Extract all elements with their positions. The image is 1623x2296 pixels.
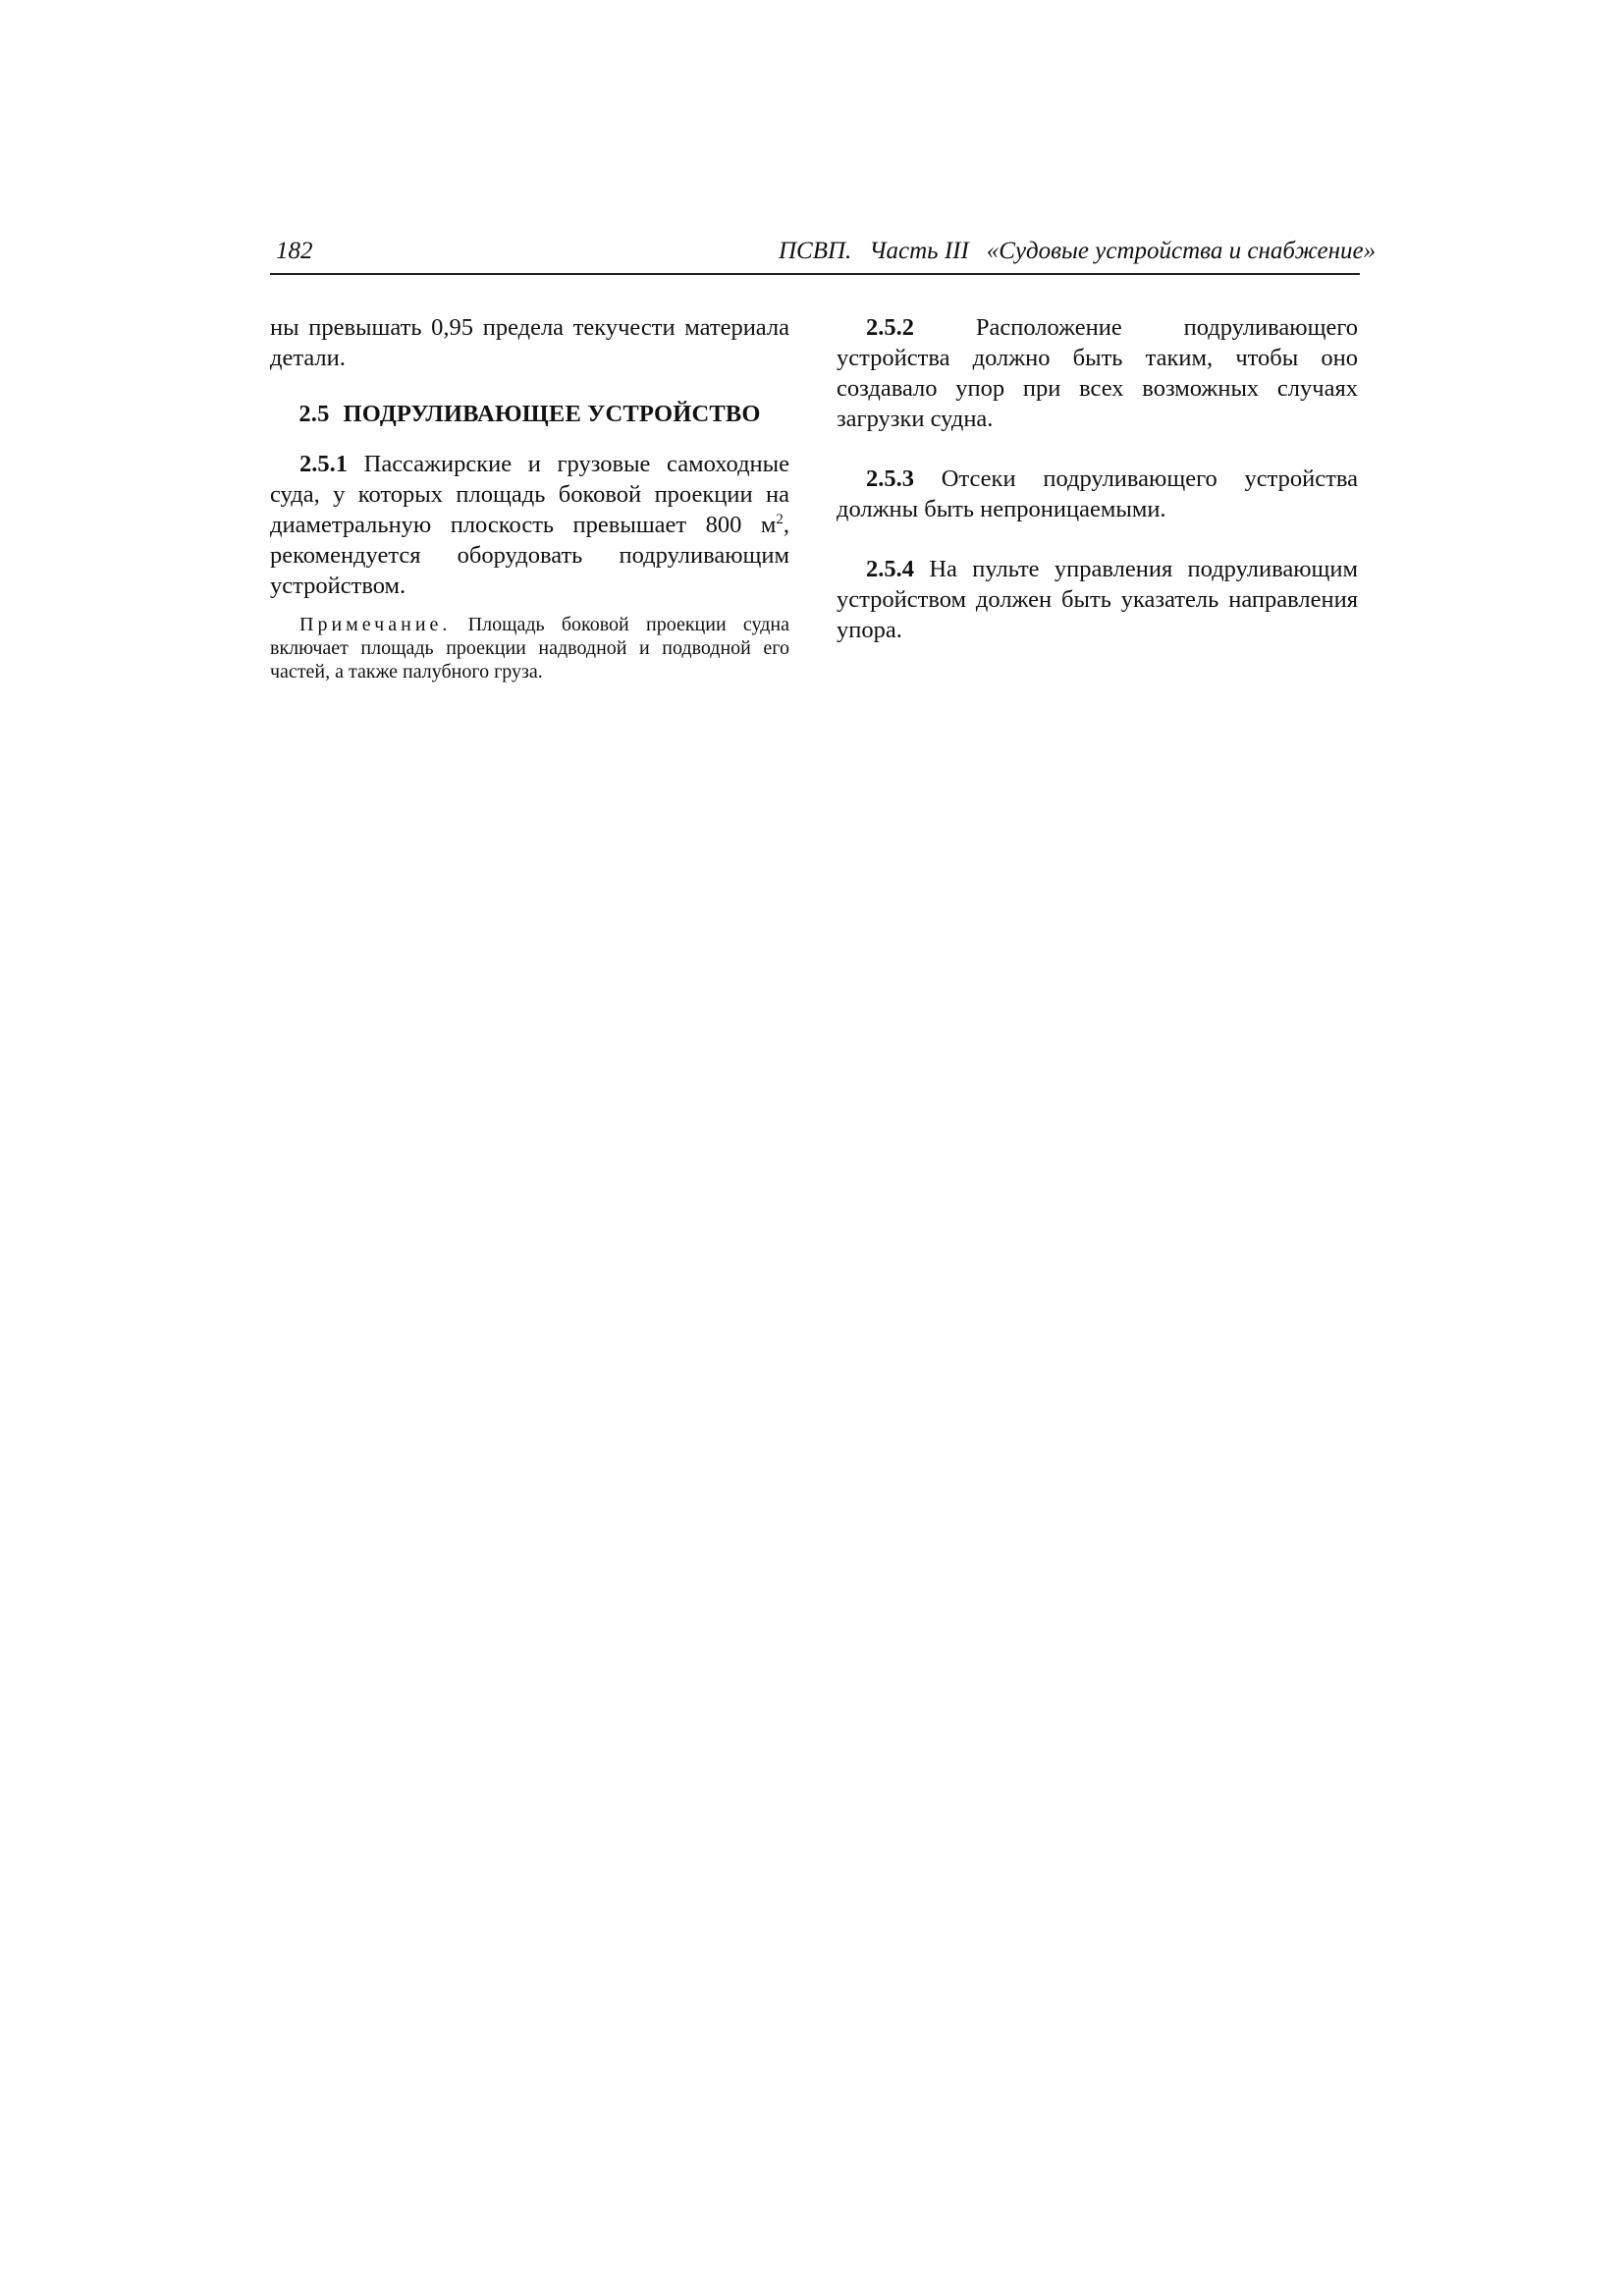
paragraph-text-end: , рекомендуется оборудовать подруливающим устройством. (270, 512, 789, 599)
paragraph-2-5-2 (837, 312, 1358, 434)
section-title: ПОДРУЛИВАЮЩЕЕ УСТРОЙСТВО (343, 401, 761, 427)
part-title: «Судовые устройства и снабжение» (986, 238, 1377, 264)
running-title (506, 238, 1377, 265)
paragraph-number: 2.5.3 (866, 465, 914, 492)
note (270, 613, 789, 683)
superscript: 2 (776, 512, 784, 527)
note-label: Примечание. (299, 614, 452, 635)
paragraph-2-5-4 (837, 554, 1358, 645)
paragraph-text: Пассажирские и грузовые самоходные суда, у которых площадь боковой проекции на диаметральную плоскость превышает 800 м (270, 451, 790, 538)
paragraph-text: На пульте управления подруливающим устройством должен быть указатель направления упора. (837, 556, 1358, 643)
part-label: Часть III (869, 238, 969, 264)
paragraph-number: 2.5.4 (866, 556, 914, 582)
section-heading (270, 399, 789, 429)
left-column (270, 312, 789, 683)
paragraph-text: Отсеки подруливающего устройства должны быть непроницаемыми. (837, 465, 1358, 522)
page-number: 182 (276, 238, 313, 264)
paragraph-number: 2.5.2 (866, 314, 914, 341)
section-number: 2.5 (298, 401, 330, 427)
page-header (270, 236, 1377, 275)
right-column (837, 312, 1358, 645)
paragraph-2-5-1 (270, 449, 789, 601)
paragraph-text: Расположение подруливающего устройства должно быть таким, чтобы оно создавало упор при всех возможных случаях загрузки судна. (837, 314, 1359, 432)
spacer (837, 434, 1358, 464)
continuation-paragraph: ны превышать 0,95 предела текучести материала детали. (270, 314, 789, 371)
spacer (837, 524, 1358, 554)
paragraph-number: 2.5.1 (299, 451, 348, 477)
doc-code: ПСВП. (779, 238, 852, 264)
paragraph-2-5-3 (837, 464, 1358, 524)
note-text: Площадь боковой проекции судна включает площадь проекции надводной и подводной его частей, а также палубного груза. (270, 614, 789, 683)
